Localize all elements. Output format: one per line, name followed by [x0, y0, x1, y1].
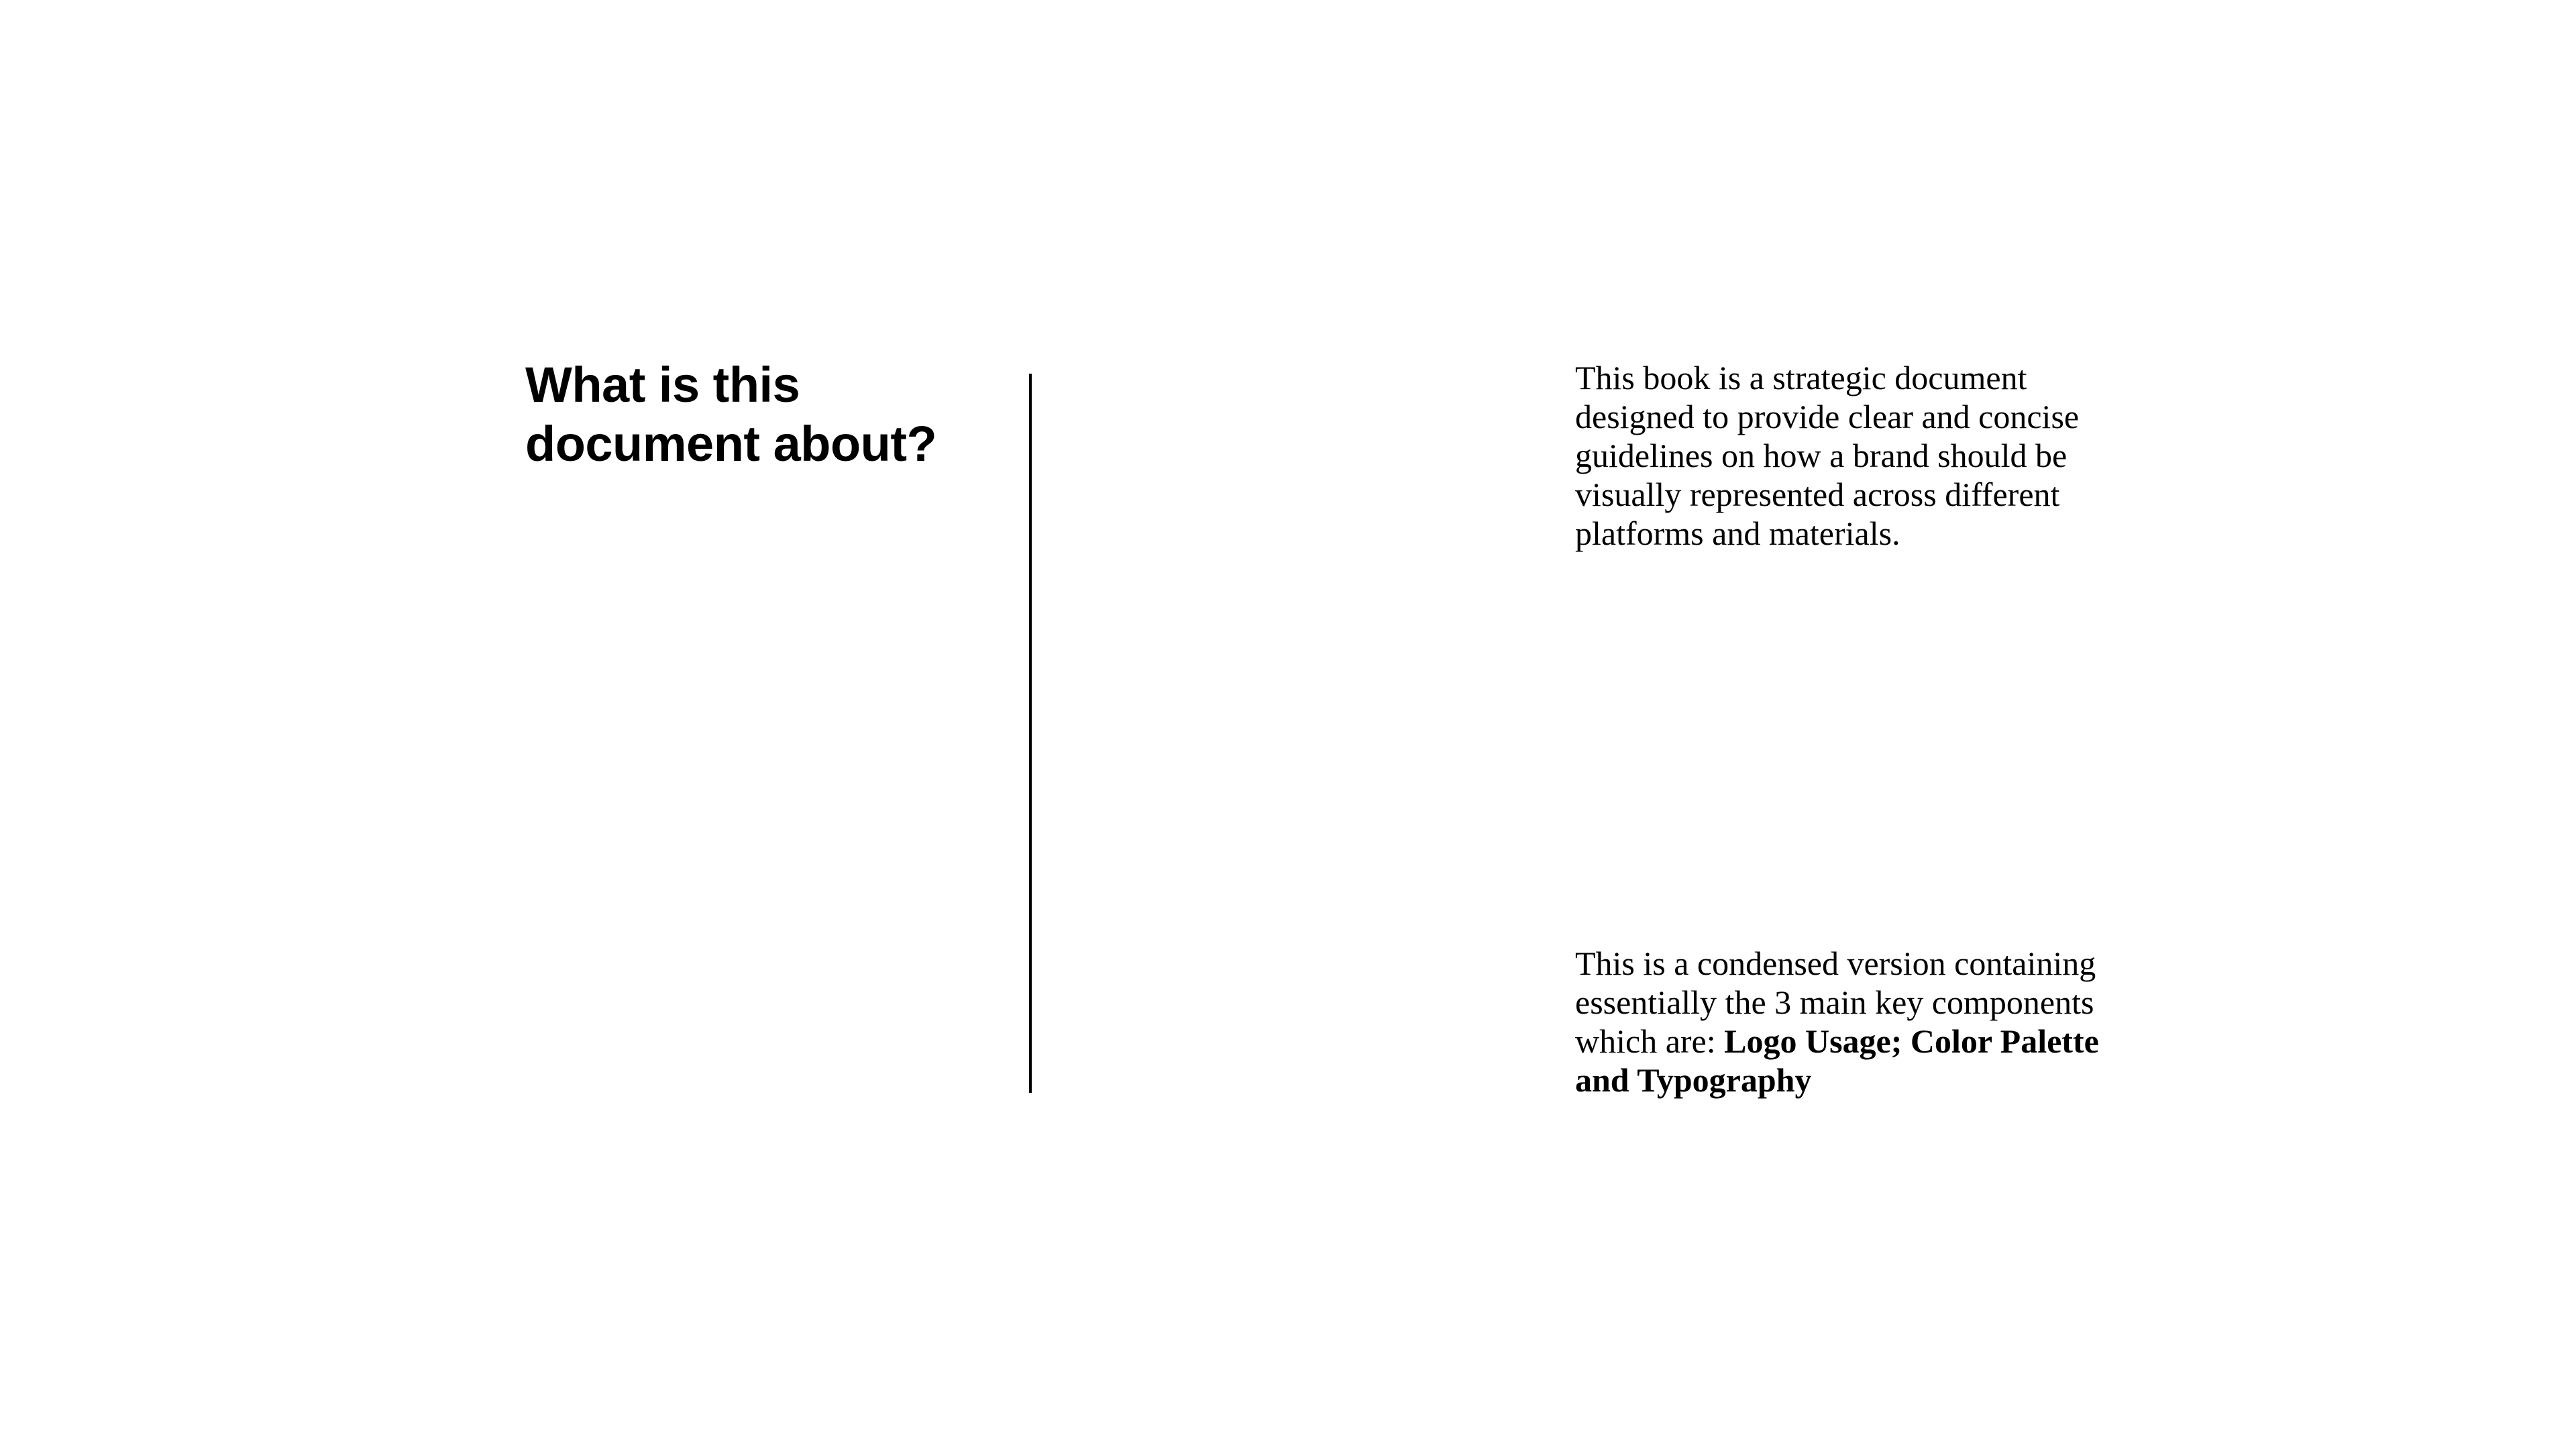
page-title-line-2: document about?: [525, 416, 937, 472]
summary-paragraph-line: This is a condensed version containing: [1575, 945, 2096, 982]
intro-paragraph-line: designed to provide clear and concise: [1575, 398, 2080, 435]
intro-paragraph-line: guidelines on how a brand should be: [1575, 437, 2068, 474]
key-components-text: Logo Usage; Color Palette: [1724, 1022, 2099, 1060]
summary-paragraph-line: essentially the 3 main key components: [1575, 983, 2094, 1021]
page-title: [525, 356, 995, 474]
summary-prefix-text: which are:: [1575, 1022, 1725, 1060]
summary-paragraph: [1575, 944, 2098, 1099]
key-components-text-continued: and Typography: [1575, 1061, 1812, 1099]
vertical-divider: [1029, 374, 1032, 1093]
intro-paragraph-line: platforms and materials.: [1575, 515, 1900, 552]
intro-paragraph: [1575, 358, 2098, 553]
page-title-line-1: What is this: [525, 357, 800, 413]
intro-paragraph-line: This book is a strategic document: [1575, 359, 2027, 396]
summary-paragraph-line: [1575, 1022, 2098, 1061]
intro-paragraph-line: visually represented across different: [1575, 476, 2060, 513]
